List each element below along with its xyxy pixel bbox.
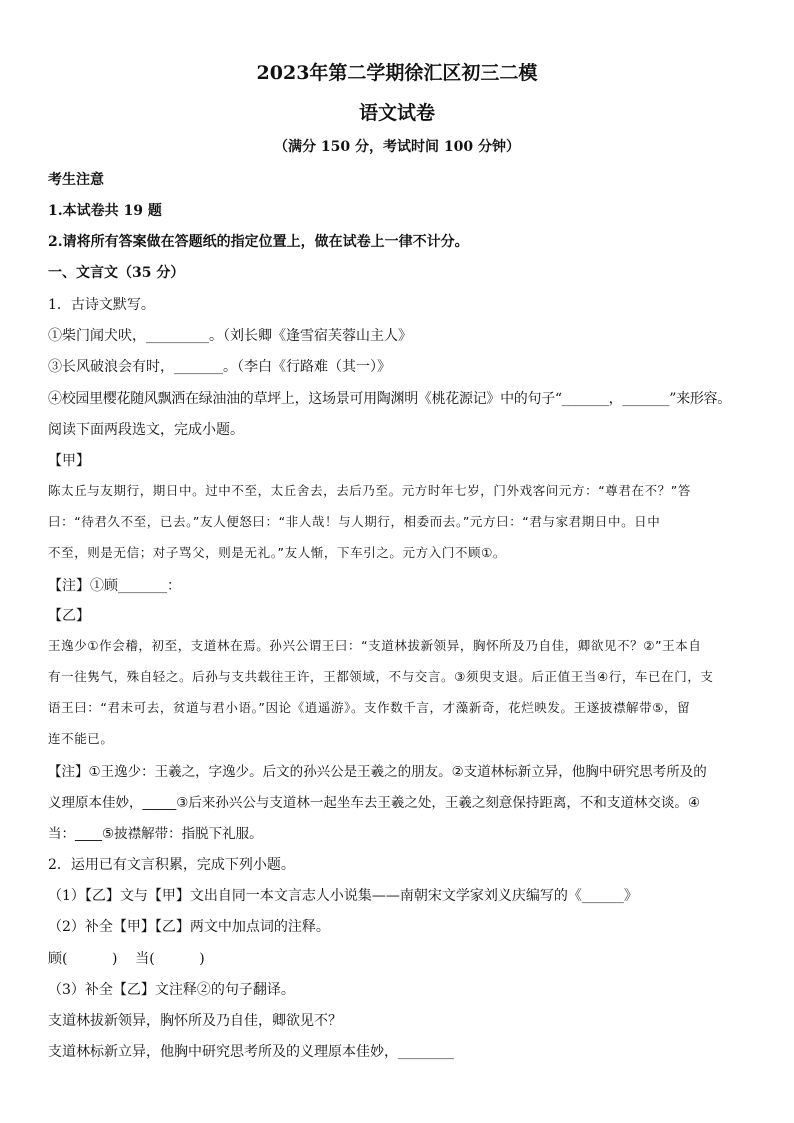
passage-jia-label: 【甲】 (48, 453, 90, 469)
exam-subtitle: 语文试卷 (358, 102, 435, 124)
translate-source: 支道林拔新领异，胸怀所及乃自佳，卿欲见不？ (48, 1013, 342, 1029)
passage-yi-line: 连不能已。 (48, 731, 114, 746)
sub-question: （2）补全【甲】【乙】两文中加点词的注释。 (48, 919, 330, 935)
passage-yi-note: 【注】①王逸少：王羲之，字逸少。后文的孙兴公是王羲之的朋友。②支道林标新立异，他胸中研究思考所及的 (48, 764, 707, 780)
passage-yi-note: 义理原本佳妙，_____③后来孙兴公与支道林一起坐车去王羲之处，王羲之刻意保持距离，不和支道林交谈。④ (48, 795, 700, 811)
sub-question: （1）【乙】文与【甲】文出自同一本文言志人小说集——南朝宋文学家刘义庆编写的《______》 (48, 888, 638, 904)
recitation-line: ④校园里樱花随风飘洒在绿油油的草坪上，这场景可用陶渊明《桃花源记》中的句子“_______，_______”来形容。 (48, 391, 731, 407)
section-heading: 一、文言文（35 分） (48, 265, 185, 281)
reading-instruction: 阅读下面两段选文，完成小题。 (48, 422, 244, 438)
recitation-line: ①柴门闻犬吠，_________。（刘长卿《逢雪宿芙蓉山主人》 (48, 328, 412, 344)
notice-heading: 考生注意 (48, 172, 104, 188)
passage-yi-note: 当：____⑤披襟解带：指脱下礼服。 (48, 826, 263, 842)
notice-item: 2.请将所有答案做在答题纸的指定位置上，做在试卷上一律不计分。 (48, 234, 469, 250)
passage-yi-line: 王逸少①作会稽，初至，支道林在焉。孙兴公谓王曰：“支道林拔新领异，胸怀所及乃自佳，卿欲见不？②”王本自 (48, 638, 702, 653)
notice-item: 1.本试卷共 19 题 (48, 203, 162, 219)
exam-title: 2023年第二学期徐汇区初三二模 (256, 62, 538, 84)
translate-answer: 支道林标新立异，他胸中研究思考所及的义理原本佳妙，________ (48, 1044, 454, 1060)
passage-jia-line: 曰：“待君久不至，已去。”友人便怒曰：“非人哉！与人期行，相委而去。”元方曰：“君与家君期日中。日中 (48, 514, 661, 529)
passage-yi-line: 语王曰：“君未可去，贫道与君小语。”因论《逍遥游》。支作数千言，才藻新奇，花烂映发。王遂披襟解带⑤，留 (48, 700, 691, 715)
passage-jia-note: 【注】①顾_______： (48, 578, 181, 594)
sub-question: （3）补全【乙】文注释②的句子翻译。 (48, 982, 295, 998)
passage-yi-label: 【乙】 (48, 608, 90, 624)
exam-meta: （满分 150 分，考试时间 100 分钟） (274, 139, 520, 155)
question-stem: 2．运用已有文言积累，完成下列小题。 (48, 857, 295, 873)
answer-blanks: 顾( ) 当( ) (48, 951, 205, 967)
passage-yi-line: 有一往隽气，殊自轻之。后孙与支共载往王许，王都领域，不与交言。③须臾支退。后正值王当④行，车已在门，支 (48, 669, 714, 684)
recitation-line: ③长风破浪会有时，_______。（李白《行路难（其一）》 (48, 359, 391, 375)
passage-jia-line: 陈太丘与友期行，期日中。过中不至，太丘舍去，去后乃至。元方时年七岁，门外戏客问元方：“尊君在不？”答 (48, 483, 691, 498)
question-stem: 1．古诗文默写。 (48, 297, 155, 313)
passage-jia-line: 不至，则是无信；对子骂父，则是无礼。”友人惭，下车引之。元方入门不顾①。 (48, 545, 507, 560)
